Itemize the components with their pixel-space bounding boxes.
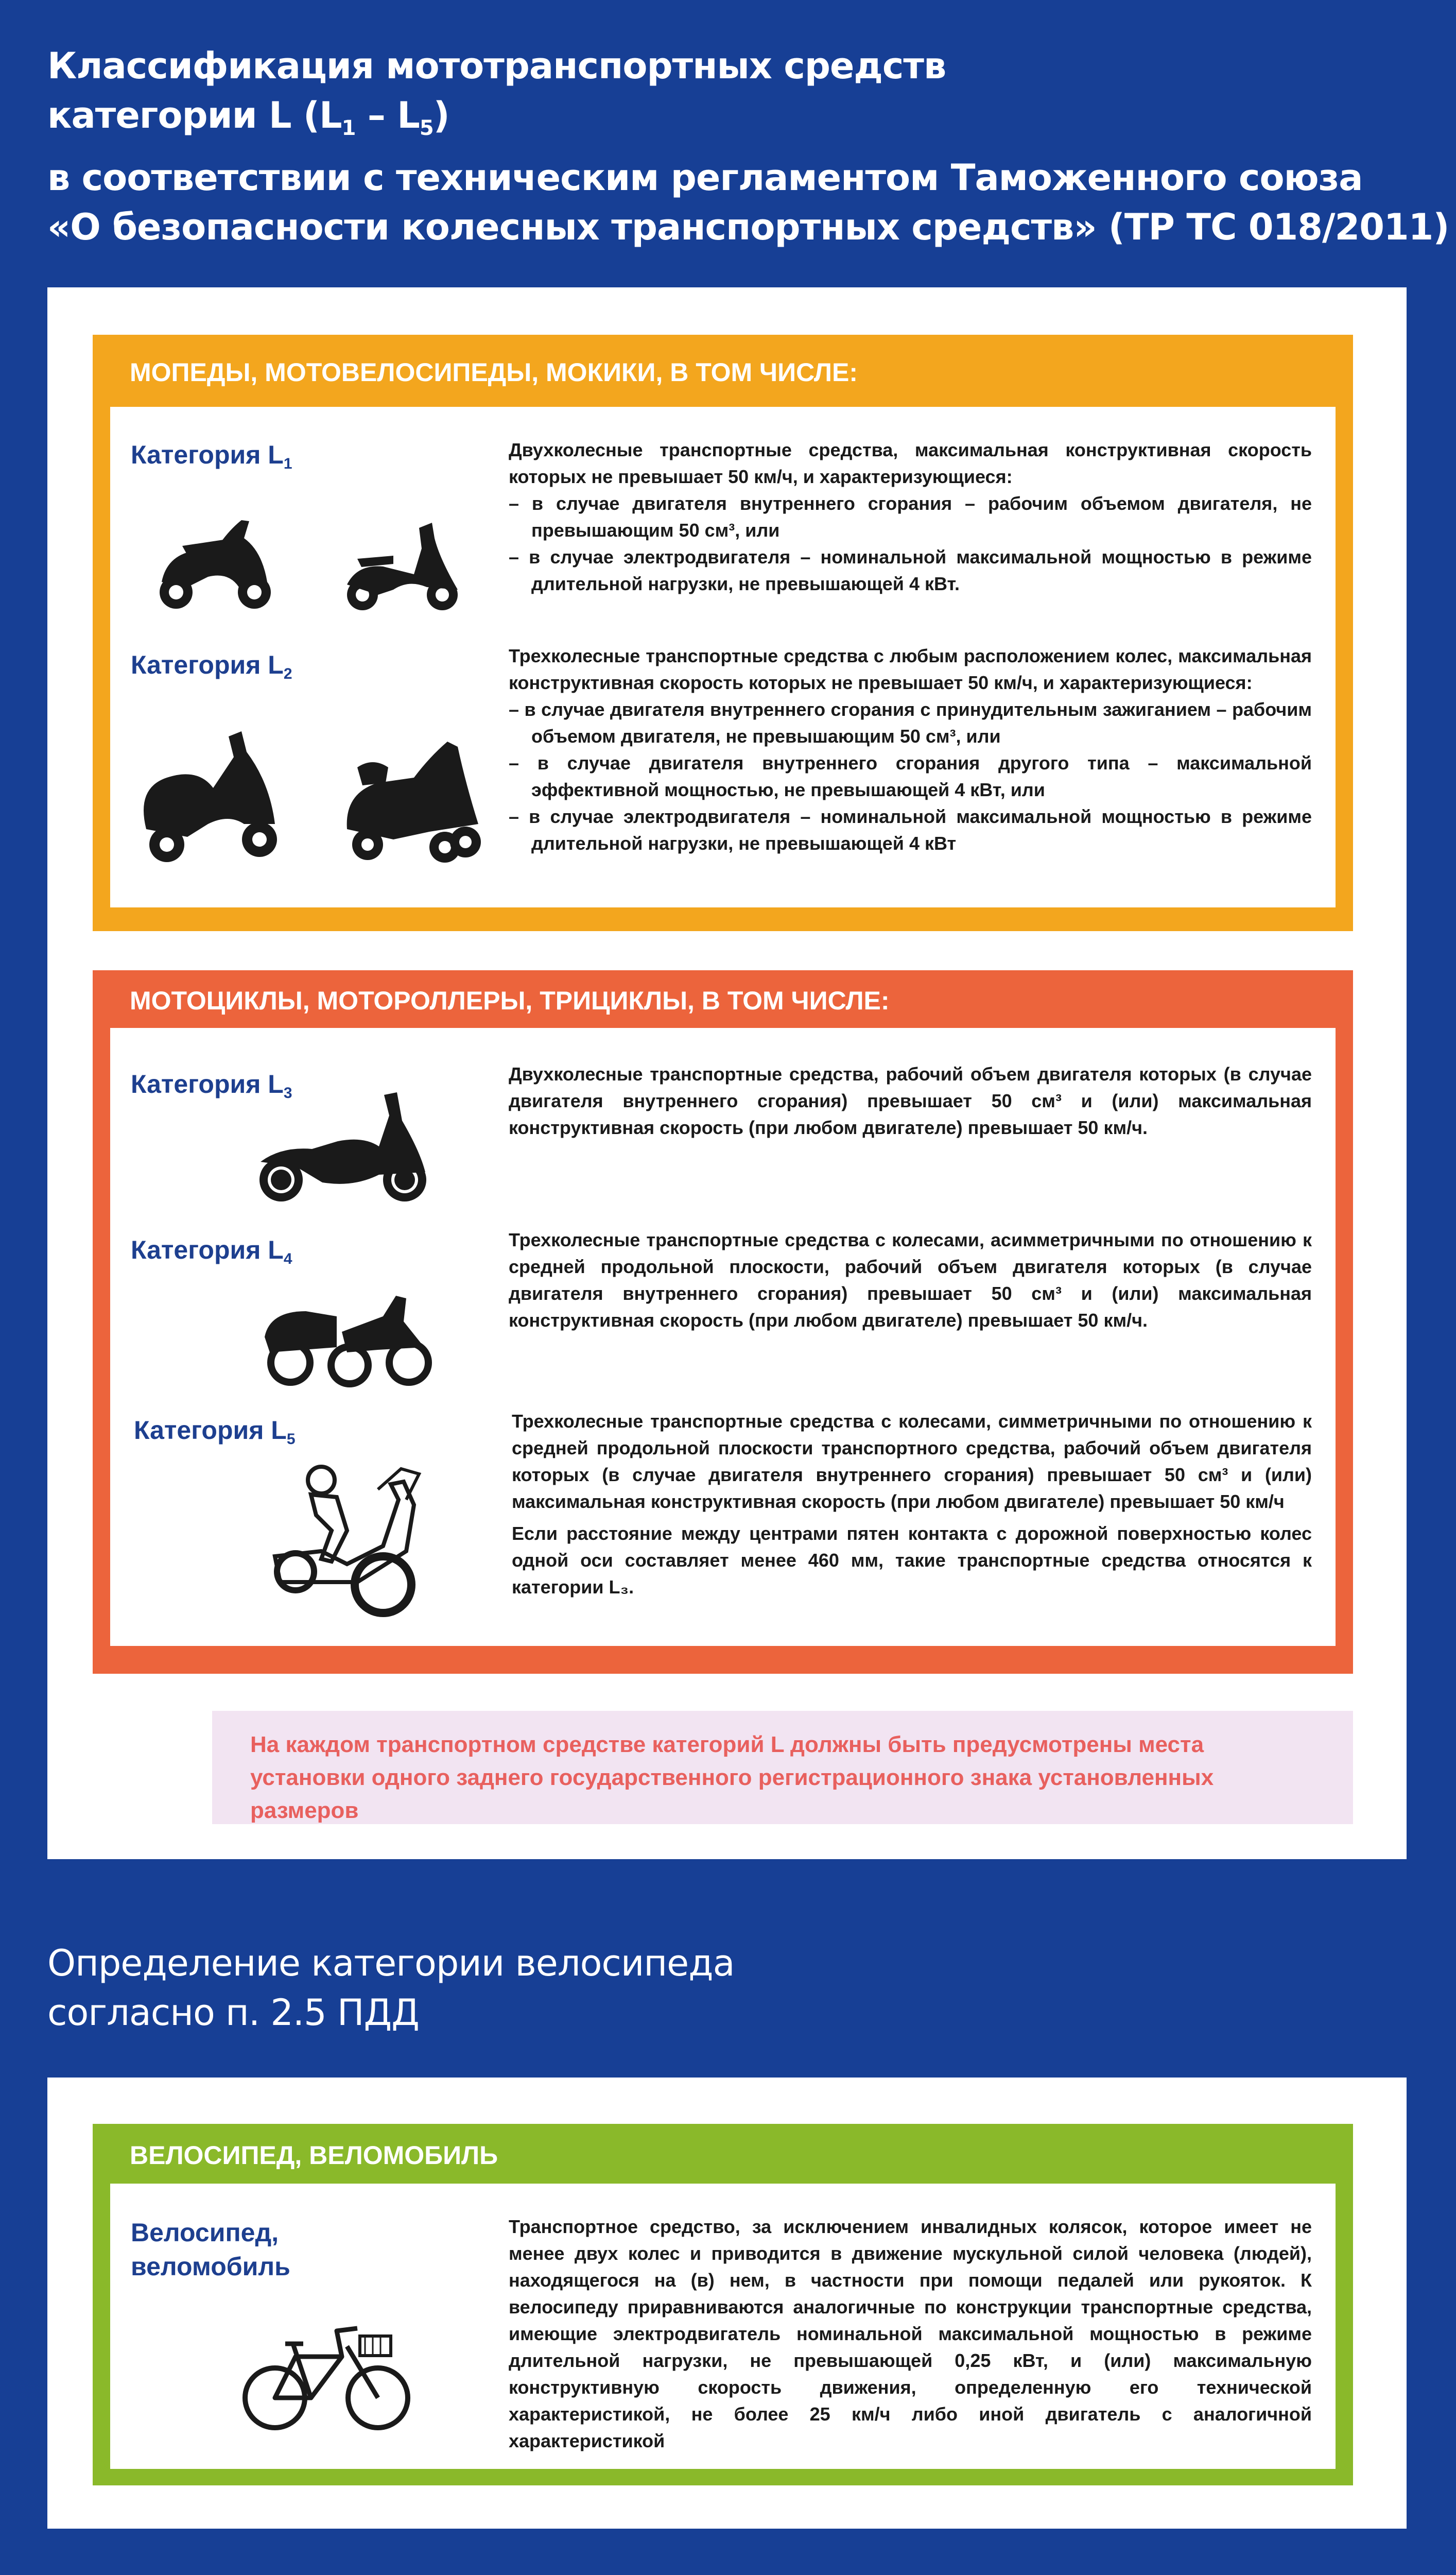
cruiser-motorcycle-icon [250,1085,436,1208]
bicycle-title-line-2: согласно п. 2.5 ПДД [47,1992,419,2034]
title-line-4: «О безопасности колесных транспортных средств» (ТР ТС 018/2011) [47,206,1449,248]
motorcycles-heading: МОТОЦИКЛЫ, МОТОРОЛЛЕРЫ, ТРИЦИКЛЫ, В ТОМ ЧИСЛЕ: [130,986,890,1015]
motorcycles-content [110,1028,1336,1646]
bicycle-icon [239,2315,414,2434]
category-l2-label: Категория $L_2$ [131,650,292,682]
title-line-3: в соответствии с техническим регламентом Таможенного союза [47,157,1363,199]
category-l3-label: Категория $L_3$ [131,1070,292,1102]
motorcycles-frame [93,970,1353,1674]
category-l5-label: Категория $L_5$ [134,1416,296,1448]
bicycle-title-line-1: Определение категории велосипеда [47,1942,735,1984]
category-l4-description: Трехколесные транспортные средства с колесами, асимметричными по отношению к средней продольной плоскости, рабочий объем двигателя которых (в случае двигателя внутреннего сгорания) превышает 50 см³ и (или) максимальная конструктивная скорость (при любом двигателе) превышает 50 км/ч. [509,1229,1312,1331]
mopeds-content [110,407,1336,907]
bicycle-label: Велосипед, веломобиль [131,2218,290,2281]
bicycle-section-title [47,1938,735,2037]
bicycle-frame [93,2124,1353,2485]
moped-icon [151,510,275,613]
category-l1-description: Двухколесные транспортные средства, максимальная конструктивная скорость которых не превышает 50 км/ч, и характеризующиеся: – в случае двигателя внутреннего сгорания – рабочим объемом двигателя, не превышающим 50 см³, или – в случае электродвигателя – номинальной максимальной мощностью в режиме длительной нагрузки, не превышающей 4 кВт. [509,439,1312,594]
bicycle-heading: ВЕЛОСИПЕД, ВЕЛОМОБИЛЬ [130,2141,498,2170]
category-l5-description: Трехколесные транспортные средства с колесами, симметричными по отношению к средней продольной плоскости транспортного средства, рабочий объем двигателя которых (в случае двигателя внутреннего сгорания) превышает 50 см³ и (или) максимальная конструктивная скорость (при любом двигателе) превышает 50 км/ч Если расстояние между центрами пятен контакта с дорожной поверхностью колес одной оси составляет менее 460 мм, такие транспортные средства относятся к категории L₃. [512,1411,1312,1598]
category-l2-description: Трехколесные транспортные средства с любым расположением колес, максимальная конструктивная скорость которых не превышает 50 км/ч, и характеризующиеся: – в случае двигателя внутреннего сгорания с принудительным зажиганием – рабочим объемом двигателя, не превышающим 50 см³, или – в случае двигателя внутреннего сгорания другого типа – максимальной эффективной мощностью, не превышающей 4 кВт, или – в случае электродвигателя – номинальной максимальной мощностью в режиме длительной нагрузки, не превышающей 4 кВт [509,645,1312,854]
sidecar-motorcycle-icon [259,1275,440,1388]
maxi-scooter-icon [131,726,285,865]
title-line-1: Классификация мототранспортных средств [47,45,946,87]
trike-icon [265,1453,440,1623]
bicycle-description: Транспортное средство, за исключением инвалидных колясок, которое имеет не менее двух колес и приводится в движение мускульной силой человека (людей), находящегося на (в) нем, в частности при помощи педалей или рукояток. К велосипеду приравниваются аналогичные по конструкции транспортные средства, имеющие электродвигатель номинальной максимальной мощностью в режиме длительной нагрузки, не превышающей 0,25 кВт, и (или) максимальную конструктивную скорость движения, определенную его технической характеристикой, не более 25 км/ч либо иной двигатель с аналогичной характеристикой [509,2216,1312,2451]
title-line-2: категории L $(L_1 - L_5)$ [47,94,449,140]
page-title [47,41,1449,252]
scooter-icon [337,518,465,615]
three-wheel-scooter-icon [337,736,486,865]
mopeds-frame [93,335,1353,931]
registration-plate-note: На каждом транспортном средстве категорий L должны быть предусмотрены места установки одного заднего государственного регистрационного знака установленных размеров [212,1711,1353,1824]
category-l1-label: Категория $L_1$ [131,440,292,472]
category-l3-description: Двухколесные транспортные средства, рабочий объем двигателя которых (в случае двигателя внутреннего сгорания) превышает 50 см³ и (или) максимальная конструктивная скорость (при любом двигателе) превышает 50 км/ч. [509,1063,1312,1138]
mopeds-heading: МОПЕДЫ, МОТОВЕЛОСИПЕДЫ, МОКИКИ, В ТОМ ЧИСЛЕ: [130,358,858,387]
category-l4-label: Категория $L_4$ [131,1235,292,1267]
bicycle-content [110,2184,1336,2469]
